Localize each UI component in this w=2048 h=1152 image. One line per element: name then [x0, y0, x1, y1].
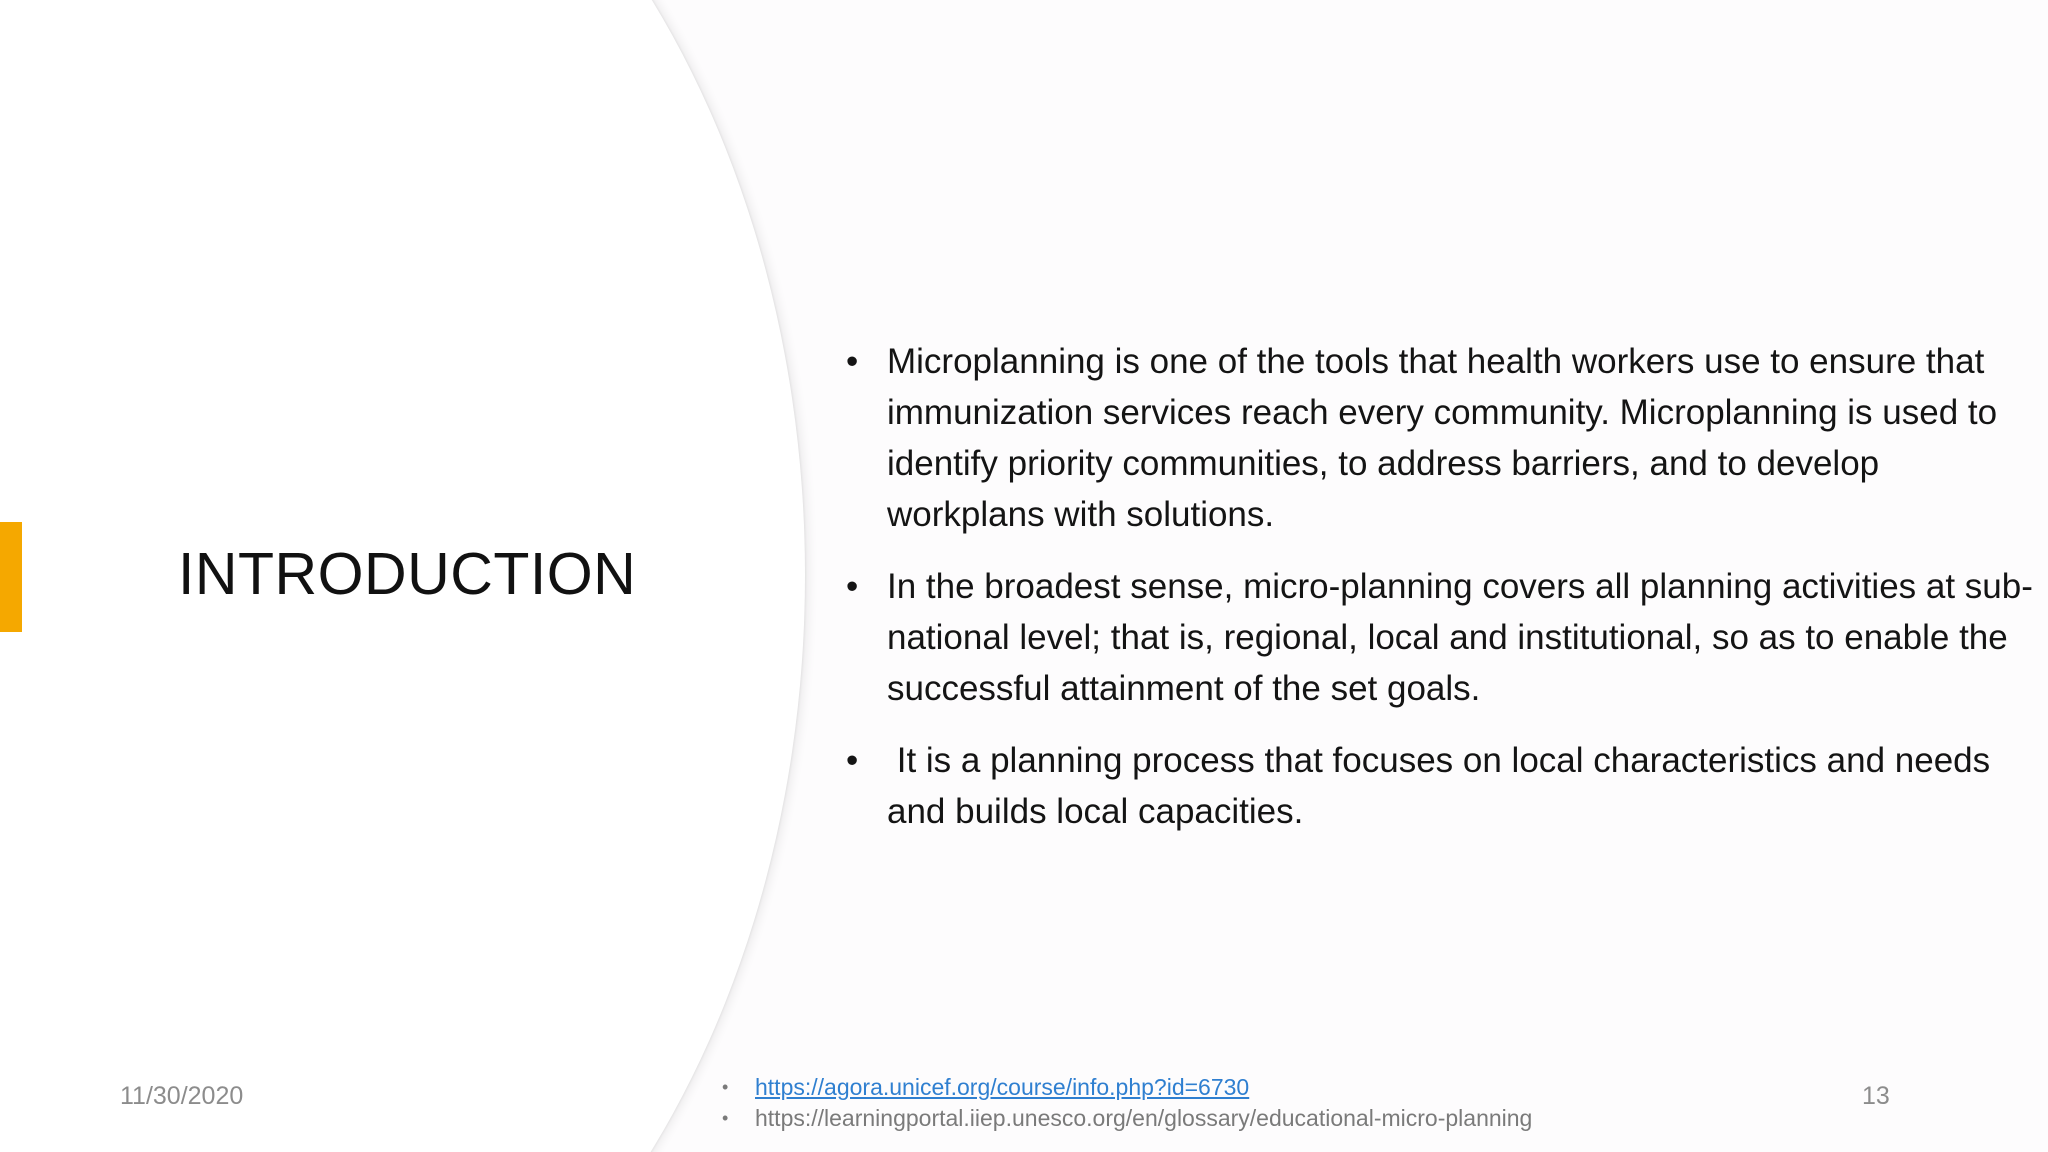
reference-item	[722, 1103, 1532, 1134]
reference-item	[722, 1072, 1532, 1103]
bullet-item	[846, 561, 2036, 714]
reference-link-unicef[interactable]: https://agora.unicef.org/course/info.php?id=6730	[755, 1074, 1250, 1100]
accent-bar	[0, 522, 22, 632]
reference-list	[722, 1072, 1532, 1134]
bullet-icon: •	[846, 741, 859, 780]
bullet-icon: •	[846, 567, 859, 606]
reference-text-unesco: https://learningportal.iiep.unesco.org/en/glossary/educational-micro-planning	[755, 1105, 1533, 1131]
bullet-item	[846, 336, 2036, 540]
bullet-list	[846, 336, 2036, 858]
bullet-icon: •	[722, 1077, 729, 1097]
bullet-icon: •	[846, 342, 859, 381]
slide-date: 11/30/2020	[120, 1082, 244, 1110]
bullet-icon: •	[722, 1108, 729, 1128]
bullet-text: It is a planning process that focuses on local characteristics and needs and builds local capacities.	[887, 741, 2000, 831]
page-number: 13	[1862, 1082, 1890, 1110]
bullet-text: In the broadest sense, micro-planning covers all planning activities at sub-national level; that is, regional, local and institutional, so as to enable the successful attainment of the set goals.	[887, 567, 2033, 708]
bullet-text: Microplanning is one of the tools that health workers use to ensure that immunization services reach every community. Microplanning is used to identify priority communities, to address barriers, and to develop workplans with solutions.	[887, 342, 1998, 534]
slide-title: INTRODUCTION	[178, 541, 637, 607]
bullet-item	[846, 735, 2036, 837]
